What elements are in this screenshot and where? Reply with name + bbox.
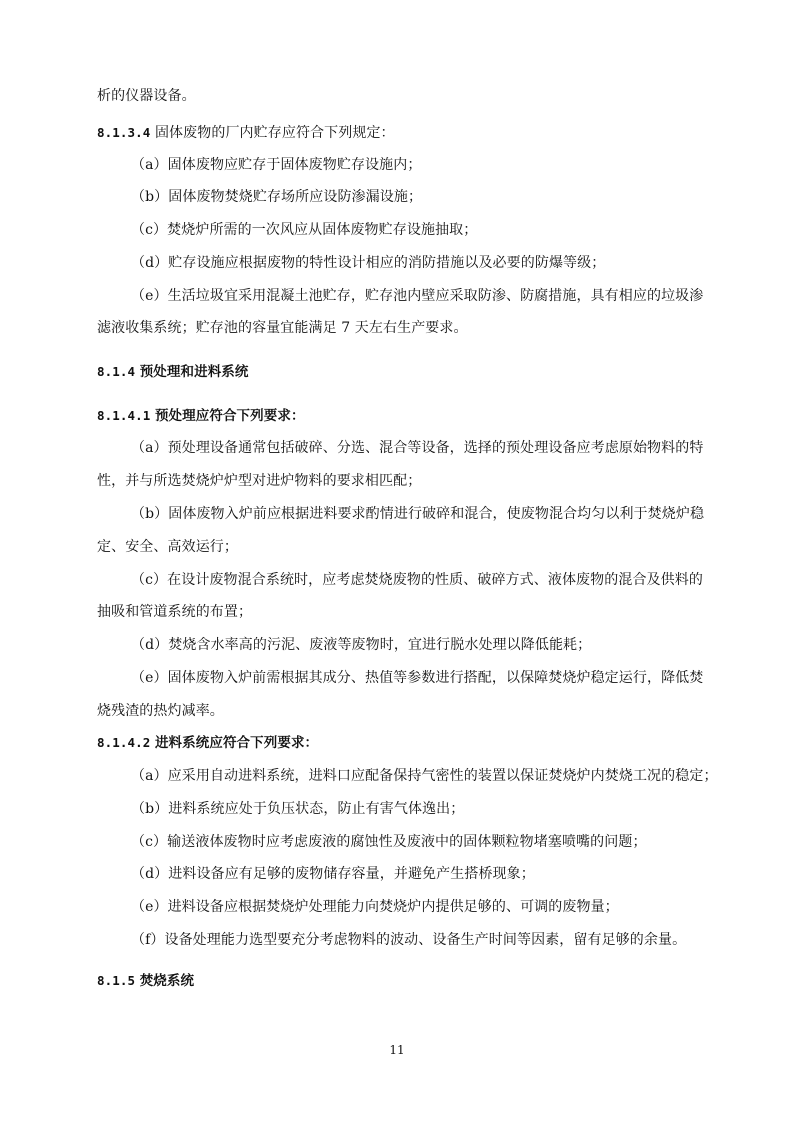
list-item: （d）焚烧含水率高的污泥、废液等废物时，宜进行脱水处理以降低能耗； (131, 637, 592, 653)
clause-title: 进料系统应符合下列要求： (154, 735, 319, 751)
list-item: （e）固体废物入炉前需根据其成分、热值等参数进行搭配，以保障焚烧炉稳定运行，降低焚 (131, 670, 704, 686)
list-item: （b）进料系统应处于负压状态，防止有害气体逸出； (131, 801, 465, 817)
page-number: 11 (389, 1043, 405, 1057)
list-item-continuation: 性，并与所选焚烧炉炉型对进炉物料的要求相匹配； (97, 473, 422, 489)
clause-8141-heading (97, 406, 305, 426)
list-item: （c）输送液体废物时应考虑废液的腐蚀性及废液中的固体颗粒物堵塞喷嘴的问题； (131, 834, 647, 850)
continuation-text: 析的仪器设备。 (97, 88, 196, 104)
clause-8142-heading (97, 733, 318, 753)
clause-title: 固体废物的厂内贮存应符合下列规定： (154, 125, 395, 141)
list-item-continuation: 抽吸和管道系统的布置； (97, 604, 253, 620)
section-814-heading (97, 362, 249, 382)
list-item: （b）固体废物入炉前应根据进料要求酌情进行破碎和混合，使废物混合均匀以利于焚烧炉稳 (131, 506, 705, 522)
list-item: （a）应采用自动进料系统，进料口应配备保持气密性的装置以保证焚烧炉内焚烧工况的稳定； (131, 768, 718, 784)
list-item-continuation: 滤液收集系统；贮存池的容量宜能满足 7 天左右生产要求。 (97, 320, 468, 336)
list-item: （d）贮存设施应根据废物的特性设计相应的消防措施以及必要的防爆等级； (131, 255, 606, 271)
list-item: （e）进料设备应根据焚烧炉处理能力向焚烧炉内提供足够的、可调的废物量； (131, 899, 619, 915)
list-item: （a）固体废物应贮存于固体废物贮存设施内； (131, 157, 422, 173)
list-item: （d）进料设备应有足够的废物储存容量，并避免产生搭桥现象； (131, 866, 535, 882)
clause-title: 预处理应符合下列要求： (154, 408, 305, 424)
list-item: （c）焚烧炉所需的一次风应从固体废物贮存设施抽取； (131, 222, 478, 238)
list-item-continuation: 定、安全、高效运行； (97, 539, 238, 555)
section-title: 焚烧系统 (139, 973, 195, 989)
section-815-heading (97, 971, 194, 991)
clause-number: 8.1.4.2 (97, 735, 151, 750)
section-title: 预处理和进料系统 (139, 364, 249, 380)
clause-number: 8.1.4.1 (97, 408, 151, 423)
section-number: 8.1.4 (97, 364, 136, 379)
list-item: （f）设备处理能力选型要充分考虑物料的波动、设备生产时间等因素，留有足够的余量。 (131, 932, 687, 948)
clause-number: 8.1.3.4 (97, 125, 151, 140)
list-item: （e）生活垃圾宜采用混凝土池贮存，贮存池内壁应采取防渗、防腐措施，具有相应的垃圾渗 (131, 288, 704, 304)
section-number: 8.1.5 (97, 973, 136, 988)
clause-8134-heading (97, 123, 395, 143)
list-item: （a）预处理设备通常包括破碎、分选、混合等设备，选择的预处理设备应考虑原始物料的特 (131, 440, 704, 456)
list-item-continuation: 烧残渣的热灼减率。 (97, 703, 224, 719)
list-item: （b）固体废物焚烧贮存场所应设防渗漏设施； (131, 189, 423, 205)
list-item: （c）在设计废物混合系统时，应考虑焚烧废物的性质、破碎方式、液体废物的混合及供料的 (131, 572, 703, 588)
